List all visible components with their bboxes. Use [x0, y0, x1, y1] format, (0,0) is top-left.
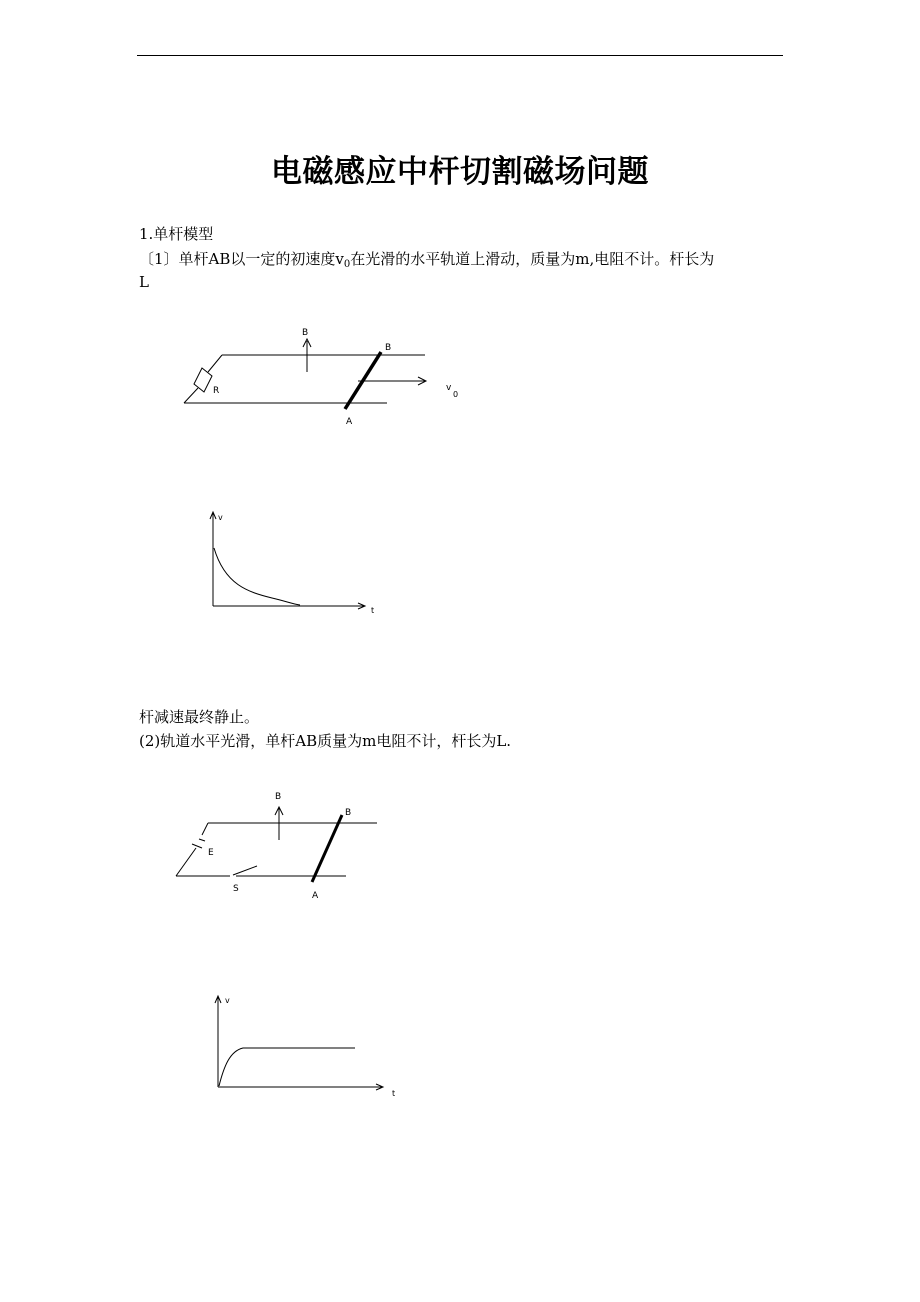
- figure1-velocity-label: v: [446, 383, 452, 393]
- figure2-left-wire-bottom: [176, 848, 196, 876]
- case1-subscript: 0: [343, 259, 351, 270]
- figure1-resistor-label: R: [213, 386, 220, 396]
- figure1-velocity-subscript: 0: [453, 390, 459, 399]
- case2-statement: (2)轨道水平光滑，单杆AB质量为m电阻不计，杆长为L.: [139, 732, 512, 750]
- figure2-field-arrowhead: [275, 807, 283, 815]
- battery-icon-long: [199, 839, 205, 841]
- figure2-left-wire-top: [202, 823, 208, 835]
- figure2-rod-bottom-label: A: [312, 891, 319, 901]
- graph2-x-label: t: [392, 1089, 396, 1098]
- header-rule: [137, 55, 783, 56]
- graph1-x-label: t: [371, 606, 375, 615]
- graph1-y-label: v: [218, 513, 223, 522]
- graph2-y-arrowhead: [215, 996, 221, 1003]
- battery-icon-short: [192, 844, 202, 848]
- figure1-left-wire-top: [208, 355, 222, 372]
- figure2-rod-top-label: B: [345, 808, 352, 818]
- figure2-switch-label: S: [233, 884, 239, 894]
- case1-conclusion: 杆减速最终静止。: [139, 708, 260, 726]
- figure1-rod-bottom-label: A: [346, 417, 353, 427]
- figure1-velocity-arrowhead: [418, 377, 426, 385]
- figure1-rod: [345, 352, 381, 409]
- resistor-icon: [194, 368, 212, 392]
- switch-icon: [233, 866, 257, 875]
- figure1-field-label: B: [302, 328, 309, 338]
- graph1-x-arrowhead: [358, 603, 365, 609]
- case1-wrap: L: [139, 273, 149, 291]
- section-heading: 1.单杆模型: [139, 225, 214, 243]
- graph2-y-label: v: [225, 996, 230, 1005]
- graph2-x-arrowhead: [376, 1084, 383, 1090]
- figure2-rod: [312, 815, 342, 882]
- case1-suffix: 在光滑的水平轨道上滑动，质量为m,电阻不计。杆长为: [350, 250, 715, 268]
- figure2-battery-label: E: [208, 848, 214, 858]
- figure2-field-label: B: [275, 792, 282, 802]
- figure1-left-wire-bottom: [184, 388, 198, 403]
- graph1-curve: [214, 548, 300, 605]
- figure1-field-arrowhead: [303, 339, 311, 347]
- case1-statement: [139, 249, 714, 269]
- graph2-curve: [219, 1048, 355, 1086]
- document-title: 电磁感应中杆切割磁场问题: [271, 154, 649, 190]
- case1-prefix: 〔1〕单杆AB以一定的初速度v: [139, 250, 344, 268]
- graph1-y-arrowhead: [210, 512, 216, 519]
- figure1-rod-top-label: B: [385, 343, 392, 353]
